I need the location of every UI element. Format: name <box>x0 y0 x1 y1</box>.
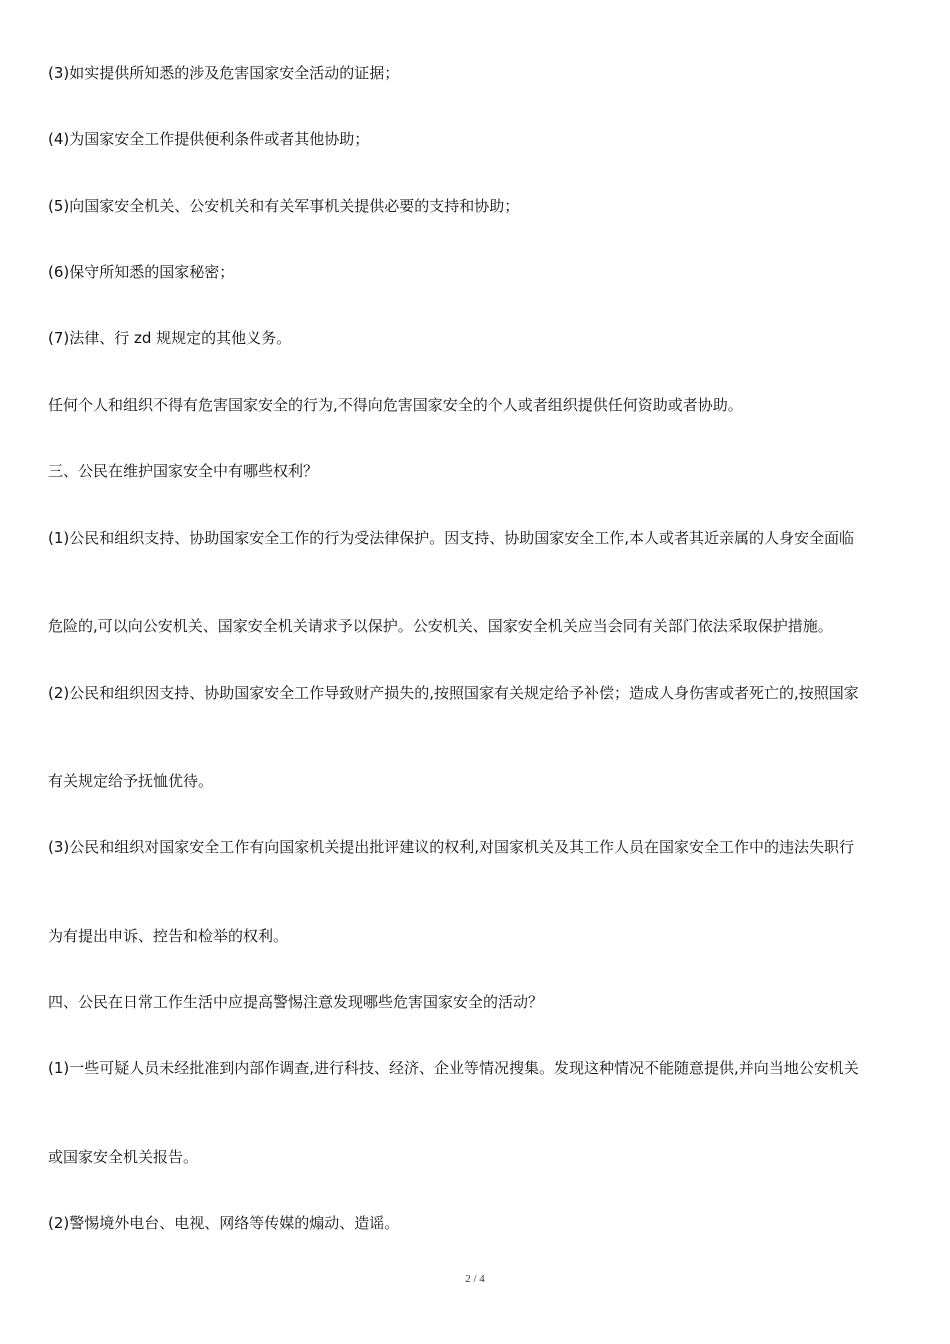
paragraph-line: (4)为国家安全工作提供便利条件或者其他协助； <box>48 130 370 148</box>
paragraph-line: (2)公民和组织因支持、协助国家安全工作导致财产损失的,按照国家有关规定给予补偿；造成人身伤害或者死亡的,按照国家 <box>48 684 859 702</box>
paragraph-line: (6)保守所知悉的国家秘密； <box>48 263 235 281</box>
section-heading: 四、公民在日常工作生活中应提高警惕注意发现哪些危害国家安全的活动？ <box>48 993 544 1011</box>
paragraph-line: (1)一些可疑人员未经批准到内部作调查,进行科技、经济、企业等情况搜集。发现这种情况不能随意提供,并向当地公安机关 <box>48 1059 859 1077</box>
paragraph-line: 或国家安全机关报告。 <box>48 1148 199 1166</box>
page-number: 2 / 4 <box>465 1273 485 1285</box>
paragraph-line: 为有提出申诉、控告和检举的权利。 <box>48 927 289 945</box>
paragraph-line: (1)公民和组织支持、协助国家安全工作的行为受法律保护。因支持、协助国家安全工作,本人或者其近亲属的人身安全面临 <box>48 529 855 547</box>
paragraph-line: (7)法律、行 zd 规规定的其他义务。 <box>48 329 292 347</box>
paragraph-line: (5)向国家安全机关、公安机关和有关军事机关提供必要的支持和协助； <box>48 197 520 215</box>
paragraph-line: (3)公民和组织对国家安全工作有向国家机关提出批评建议的权利,对国家机关及其工作人员在国家安全工作中的违法失职行 <box>48 838 855 856</box>
paragraph-line: (3)如实提供所知悉的涉及危害国家安全活动的证据； <box>48 64 400 82</box>
paragraph-line: 任何个人和组织不得有危害国家安全的行为,不得向危害国家安全的个人或者组织提供任何资助或者协助。 <box>48 396 743 414</box>
paragraph-line: 危险的,可以向公安机关、国家安全机关请求予以保护。公安机关、国家安全机关应当会同有关部门依法采取保护措施。 <box>48 617 833 635</box>
paragraph-line: 有关规定给予抚恤优待。 <box>48 772 214 790</box>
section-heading: 三、公民在维护国家安全中有哪些权利？ <box>48 462 319 480</box>
paragraph-line: (2)警惕境外电台、电视、网络等传媒的煽动、造谣。 <box>48 1214 400 1232</box>
